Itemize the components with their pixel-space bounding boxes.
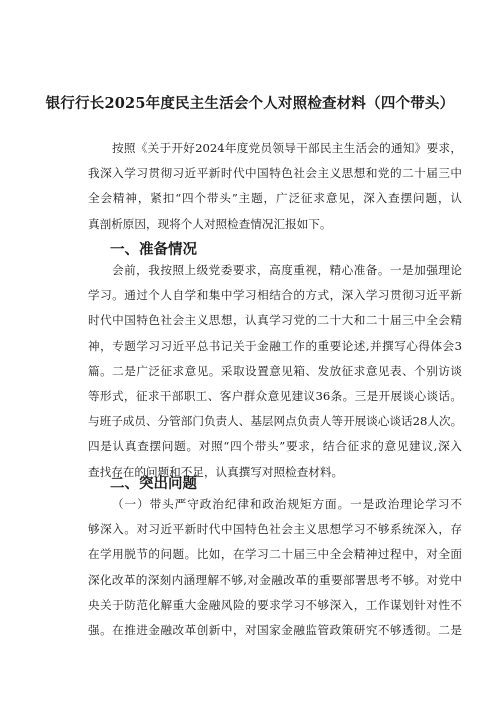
paragraph-line: 按照《关于开好2024年度党员领导干部民主生活会的通知》要求， xyxy=(112,141,462,155)
paragraph-line: 会前，我按照上级党委要求，高度重视，精心准备。一是加强理论 xyxy=(112,263,462,277)
paragraph-line: 神，专题学习习近平总书记关于金融工作的重要论述,并撰写心得体会3 xyxy=(88,338,462,353)
paragraph-line: 查找存在的问题和不足，认真撰写对照检查材料。 xyxy=(88,464,344,479)
paragraph-line: 深化改革的深刻内涵理解不够,对金融改革的重要部署思考不够。对党中 xyxy=(88,572,462,587)
paragraph-line: 与班子成员、分管部门负责人、基层网点负责人等开展谈心谈话28人次。 xyxy=(88,414,462,429)
paragraph-line: 够深入。对习近平新时代中国特色社会主义思想学习不够系统深入，存 xyxy=(88,522,462,537)
problems-paragraph xyxy=(88,492,462,643)
paragraph-line: 在学用脱节的问题。比如，在学习二十届三中全会精神过程中，对全面 xyxy=(88,547,462,562)
paragraph-line: 时代中国特色社会主义思想，认真学习党的二十大和二十届三中全会精 xyxy=(88,313,462,328)
paragraph-line: 强。在推进金融改革创新中，对国家金融监管政策研究不够透彻。二是 xyxy=(88,622,462,637)
paragraph-line: 央关于防范化解重大金融风险的要求学习不够深入，工作谋划针对性不 xyxy=(88,597,462,612)
paragraph-line: （一）带头严守政治纪律和政治规矩方面。一是政治理论学习不 xyxy=(112,497,462,511)
section-heading-preparation: 一、准备情况 xyxy=(110,242,197,258)
paragraph-line: 全会精神，紧扣“四个带头”主题，广泛征求意见，深入查摆问题，认 xyxy=(88,191,462,206)
paragraph-line: 等形式，征求干部职工、客户群众意见建议36条。三是开展谈心谈话。 xyxy=(88,388,462,403)
paragraph-line: 篇。二是广泛征求意见。采取设置意见箱、发放征求意见表、个别访谈 xyxy=(88,363,462,378)
preparation-paragraph xyxy=(88,258,462,485)
paragraph-line: 四是认真查摆问题。对照“四个带头”要求，结合征求的意见建议,深入 xyxy=(88,439,462,454)
paragraph-line: 我深入学习贯彻习近平新时代中国特色社会主义思想和党的二十届三中 xyxy=(88,166,462,181)
paragraph-line: 真剖析原因，现将个人对照检查情况汇报如下。 xyxy=(88,216,332,231)
paragraph-line: 学习。通过个人自学和集中学习相结合的方式，深入学习贯彻习近平新 xyxy=(88,288,462,303)
section-heading-problems: 二、突出问题 xyxy=(110,476,197,492)
document-title: 银行行长2025年度民主生活会个人对照检查材料（四个带头） xyxy=(45,95,455,112)
intro-paragraph xyxy=(88,136,462,237)
